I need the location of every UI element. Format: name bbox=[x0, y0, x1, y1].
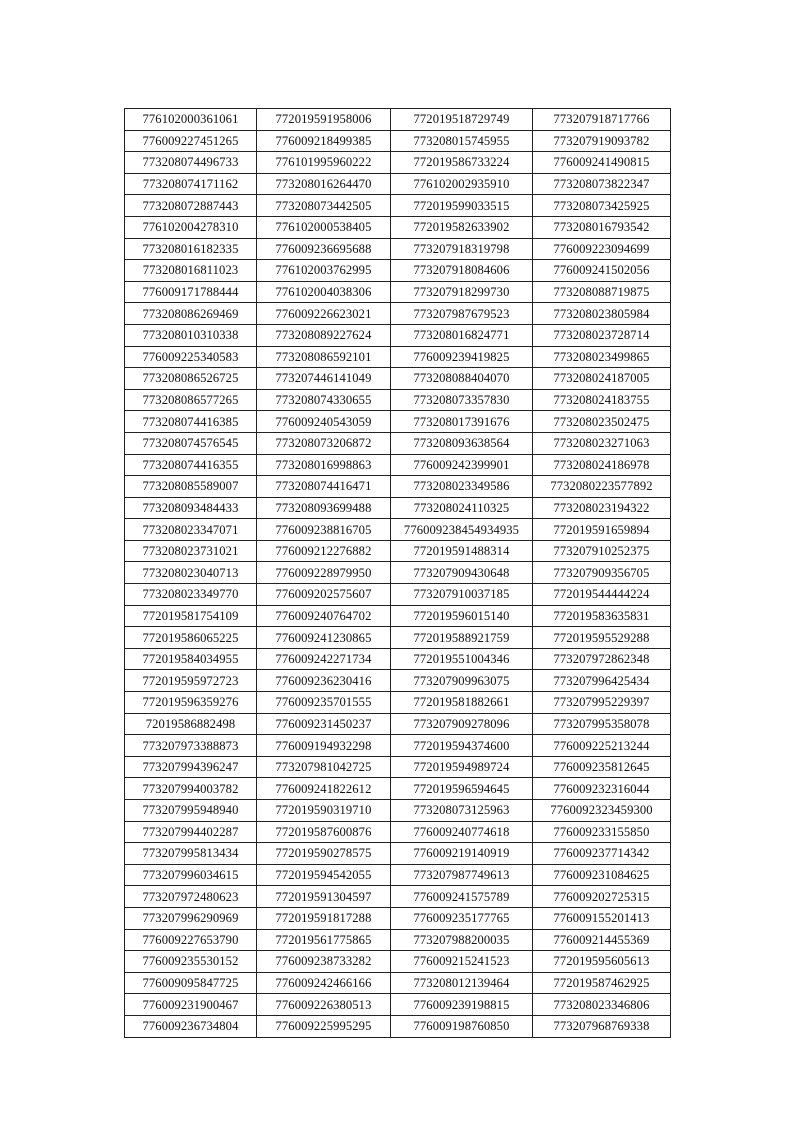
table-row bbox=[125, 627, 671, 649]
table-cell: 773208074330655 bbox=[257, 389, 391, 411]
table-cell: 773208073206872 bbox=[257, 432, 391, 454]
table-cell: 773208023346806 bbox=[533, 994, 671, 1016]
table-cell: 773207995813434 bbox=[125, 843, 257, 865]
table-cell: 776009227451265 bbox=[125, 130, 257, 152]
table-cell: 773208023194322 bbox=[533, 497, 671, 519]
table-cell: 776009235812645 bbox=[533, 756, 671, 778]
table-row bbox=[125, 929, 671, 951]
table-cell: 773207918717766 bbox=[533, 109, 671, 131]
table-cell: 772019561775865 bbox=[257, 929, 391, 951]
table-cell: 773208089227624 bbox=[257, 324, 391, 346]
table-row bbox=[125, 130, 671, 152]
table-cell: 773207918084606 bbox=[391, 260, 533, 282]
table-cell: 773208016793542 bbox=[533, 216, 671, 238]
document-page bbox=[124, 108, 670, 1038]
table-cell: 776009242399901 bbox=[391, 454, 533, 476]
table-cell: 772019594542055 bbox=[257, 864, 391, 886]
table-cell: 776009155201413 bbox=[533, 907, 671, 929]
table-cell: 773207994003782 bbox=[125, 778, 257, 800]
table-cell: 776009242466166 bbox=[257, 972, 391, 994]
table-cell: 773207995229397 bbox=[533, 692, 671, 714]
table-cell: 773207994402287 bbox=[125, 821, 257, 843]
table-cell: 773207909356705 bbox=[533, 562, 671, 584]
table-cell: 773208016998863 bbox=[257, 454, 391, 476]
table-cell: 773208093638564 bbox=[391, 432, 533, 454]
table-row bbox=[125, 648, 671, 670]
table-cell: 772019582633902 bbox=[391, 216, 533, 238]
table-cell: 773207972480623 bbox=[125, 886, 257, 908]
table-cell: 773208074496733 bbox=[125, 152, 257, 174]
table-cell: 772019587600876 bbox=[257, 821, 391, 843]
table-cell: 773207909278096 bbox=[391, 713, 533, 735]
table-cell: 776009225213244 bbox=[533, 735, 671, 757]
table-cell: 776009219140919 bbox=[391, 843, 533, 865]
table-cell: 776009240774618 bbox=[391, 821, 533, 843]
table-cell: 776102004038306 bbox=[257, 281, 391, 303]
table-cell: 776009171788444 bbox=[125, 281, 257, 303]
table-cell: 72019586882498 bbox=[125, 713, 257, 735]
table-cell: 772019594989724 bbox=[391, 756, 533, 778]
table-cell: 772019596594645 bbox=[391, 778, 533, 800]
table-cell: 773208023728714 bbox=[533, 324, 671, 346]
table-cell: 776009202575607 bbox=[257, 584, 391, 606]
table-row bbox=[125, 497, 671, 519]
table-cell: 776009241575789 bbox=[391, 886, 533, 908]
table-cell: 773208010310338 bbox=[125, 324, 257, 346]
table-cell: 773208074171162 bbox=[125, 173, 257, 195]
table-cell: 772019581882661 bbox=[391, 692, 533, 714]
table-row bbox=[125, 152, 671, 174]
table-cell: 776009218499385 bbox=[257, 130, 391, 152]
table-cell: 773208085589007 bbox=[125, 476, 257, 498]
table-cell: 773208086269469 bbox=[125, 303, 257, 325]
table-cell: 773208073357830 bbox=[391, 389, 533, 411]
table-cell: 773207996034615 bbox=[125, 864, 257, 886]
table-cell: 773207910252375 bbox=[533, 540, 671, 562]
table-cell: 773208072887443 bbox=[125, 195, 257, 217]
table-cell: 776009240764702 bbox=[257, 605, 391, 627]
table-cell: 773208012139464 bbox=[391, 972, 533, 994]
table-row bbox=[125, 281, 671, 303]
table-cell: 776009238733282 bbox=[257, 951, 391, 973]
table-cell: 776009225995295 bbox=[257, 1015, 391, 1037]
table-cell: 773208093699488 bbox=[257, 497, 391, 519]
table-cell: 773207909963075 bbox=[391, 670, 533, 692]
table-cell: 773207968769338 bbox=[533, 1015, 671, 1037]
table-cell: 776009235701555 bbox=[257, 692, 391, 714]
table-cell: 776009241502056 bbox=[533, 260, 671, 282]
table-cell: 773207996425434 bbox=[533, 670, 671, 692]
table-cell: 773207981042725 bbox=[257, 756, 391, 778]
table-row bbox=[125, 886, 671, 908]
table-cell: 776102000538405 bbox=[257, 216, 391, 238]
table-cell: 776009214455369 bbox=[533, 929, 671, 951]
table-cell: 773208086526725 bbox=[125, 368, 257, 390]
table-cell: 776009194932298 bbox=[257, 735, 391, 757]
table-cell: 776009225340583 bbox=[125, 346, 257, 368]
table-cell: 773208015745955 bbox=[391, 130, 533, 152]
table-row bbox=[125, 713, 671, 735]
table-row bbox=[125, 972, 671, 994]
table-body bbox=[125, 109, 671, 1038]
table-row bbox=[125, 800, 671, 822]
table-cell: 773207994396247 bbox=[125, 756, 257, 778]
table-cell: 776102003762995 bbox=[257, 260, 391, 282]
table-cell: 772019596015140 bbox=[391, 605, 533, 627]
table-cell: 773208074416385 bbox=[125, 411, 257, 433]
table-cell: 776009198760850 bbox=[391, 1015, 533, 1037]
table-cell: 776009231900467 bbox=[125, 994, 257, 1016]
table-cell: 773207987679523 bbox=[391, 303, 533, 325]
table-cell: 772019584034955 bbox=[125, 648, 257, 670]
table-row bbox=[125, 994, 671, 1016]
table-cell: 773207446141049 bbox=[257, 368, 391, 390]
table-row bbox=[125, 540, 671, 562]
table-cell: 772019599033515 bbox=[391, 195, 533, 217]
table-cell: 773208024183755 bbox=[533, 389, 671, 411]
table-cell: 773208017391676 bbox=[391, 411, 533, 433]
table-cell: 776009241822612 bbox=[257, 778, 391, 800]
table-cell: 776009232316044 bbox=[533, 778, 671, 800]
table-cell: 772019595605613 bbox=[533, 951, 671, 973]
table-cell: 776009215241523 bbox=[391, 951, 533, 973]
table-row bbox=[125, 389, 671, 411]
table-cell: 773208016182335 bbox=[125, 238, 257, 260]
table-cell: 773208023499865 bbox=[533, 346, 671, 368]
table-row bbox=[125, 907, 671, 929]
table-cell: 776102002935910 bbox=[391, 173, 533, 195]
table-row bbox=[125, 476, 671, 498]
table-cell: 776009227653790 bbox=[125, 929, 257, 951]
table-row bbox=[125, 109, 671, 131]
table-row bbox=[125, 519, 671, 541]
table-cell: 772019591488314 bbox=[391, 540, 533, 562]
table-cell: 776009236230416 bbox=[257, 670, 391, 692]
table-row bbox=[125, 411, 671, 433]
table-cell: 773208086577265 bbox=[125, 389, 257, 411]
table-row bbox=[125, 821, 671, 843]
table-cell: 776009239419825 bbox=[391, 346, 533, 368]
table-cell: 772019583635831 bbox=[533, 605, 671, 627]
table-cell: 773208024186978 bbox=[533, 454, 671, 476]
table-cell: 773208074576545 bbox=[125, 432, 257, 454]
table-cell: 773208023040713 bbox=[125, 562, 257, 584]
table-cell: 772019595529288 bbox=[533, 627, 671, 649]
table-cell: 772019591304597 bbox=[257, 886, 391, 908]
table-cell: 776009235530152 bbox=[125, 951, 257, 973]
table-row bbox=[125, 432, 671, 454]
table-cell: 773207972862348 bbox=[533, 648, 671, 670]
table-cell: 772019595972723 bbox=[125, 670, 257, 692]
table-cell: 776102004278310 bbox=[125, 216, 257, 238]
table-row bbox=[125, 670, 671, 692]
table-cell: 773208086592101 bbox=[257, 346, 391, 368]
table-cell: 772019590278575 bbox=[257, 843, 391, 865]
table-cell: 776009212276882 bbox=[257, 540, 391, 562]
table-cell: 776009240543059 bbox=[257, 411, 391, 433]
table-cell: 773207987749613 bbox=[391, 864, 533, 886]
table-row bbox=[125, 324, 671, 346]
table-cell: 776009239198815 bbox=[391, 994, 533, 1016]
table-row bbox=[125, 346, 671, 368]
table-cell: 773208073425925 bbox=[533, 195, 671, 217]
table-cell: 772019596359276 bbox=[125, 692, 257, 714]
table-cell: 772019581754109 bbox=[125, 605, 257, 627]
table-cell: 773208074416471 bbox=[257, 476, 391, 498]
table-cell: 776009235177765 bbox=[391, 907, 533, 929]
table-row bbox=[125, 195, 671, 217]
table-cell: 772019591958006 bbox=[257, 109, 391, 131]
table-cell: 773207909430648 bbox=[391, 562, 533, 584]
table-cell: 773208023502475 bbox=[533, 411, 671, 433]
table-row bbox=[125, 951, 671, 973]
table-cell: 772019551004346 bbox=[391, 648, 533, 670]
table-cell: 776009241490815 bbox=[533, 152, 671, 174]
table-cell: 773208073125963 bbox=[391, 800, 533, 822]
table-cell: 773207995358078 bbox=[533, 713, 671, 735]
table-cell: 773207973388873 bbox=[125, 735, 257, 757]
table-cell: 773208024110325 bbox=[391, 497, 533, 519]
table-cell: 773208073442505 bbox=[257, 195, 391, 217]
table-cell: 773208016811023 bbox=[125, 260, 257, 282]
table-cell: 776009236734804 bbox=[125, 1015, 257, 1037]
table-row bbox=[125, 562, 671, 584]
table-cell: 772019590319710 bbox=[257, 800, 391, 822]
table-cell: 773208023347071 bbox=[125, 519, 257, 541]
table-row bbox=[125, 216, 671, 238]
table-cell: 773207988200035 bbox=[391, 929, 533, 951]
table-cell: 772019591659894 bbox=[533, 519, 671, 541]
table-cell: 772019591817288 bbox=[257, 907, 391, 929]
table-row bbox=[125, 843, 671, 865]
tracking-number-table bbox=[124, 108, 671, 1038]
table-cell: 773207910037185 bbox=[391, 584, 533, 606]
table-cell: 773208016824771 bbox=[391, 324, 533, 346]
table-cell: 7732080223577892 bbox=[533, 476, 671, 498]
table-cell: 773208016264470 bbox=[257, 173, 391, 195]
table-cell: 773207918299730 bbox=[391, 281, 533, 303]
table-cell: 773207995948940 bbox=[125, 800, 257, 822]
table-row bbox=[125, 303, 671, 325]
table-cell: 773208023349770 bbox=[125, 584, 257, 606]
table-cell: 776009242271734 bbox=[257, 648, 391, 670]
table-row bbox=[125, 454, 671, 476]
table-cell: 776009236695688 bbox=[257, 238, 391, 260]
table-cell: 773208093484433 bbox=[125, 497, 257, 519]
table-row bbox=[125, 238, 671, 260]
table-cell: 773207918319798 bbox=[391, 238, 533, 260]
table-cell: 772019588921759 bbox=[391, 627, 533, 649]
table-cell: 773208023349586 bbox=[391, 476, 533, 498]
table-cell: 776009233155850 bbox=[533, 821, 671, 843]
table-cell: 7760092323459300 bbox=[533, 800, 671, 822]
table-row bbox=[125, 260, 671, 282]
table-cell: 772019586065225 bbox=[125, 627, 257, 649]
table-cell: 776009226623021 bbox=[257, 303, 391, 325]
table-row bbox=[125, 584, 671, 606]
table-cell: 776009241230865 bbox=[257, 627, 391, 649]
table-cell: 776009231450237 bbox=[257, 713, 391, 735]
table-cell: 776101995960222 bbox=[257, 152, 391, 174]
table-cell: 773208073822347 bbox=[533, 173, 671, 195]
table-cell: 773208024187005 bbox=[533, 368, 671, 390]
table-row bbox=[125, 864, 671, 886]
table-cell: 773208088404070 bbox=[391, 368, 533, 390]
table-cell: 773207996290969 bbox=[125, 907, 257, 929]
table-cell: 772019544444224 bbox=[533, 584, 671, 606]
table-cell: 776009237714342 bbox=[533, 843, 671, 865]
table-row bbox=[125, 173, 671, 195]
table-cell: 776009226380513 bbox=[257, 994, 391, 1016]
table-cell: 773208074416355 bbox=[125, 454, 257, 476]
table-cell: 773208023731021 bbox=[125, 540, 257, 562]
table-cell: 776009238816705 bbox=[257, 519, 391, 541]
table-row bbox=[125, 778, 671, 800]
table-row bbox=[125, 692, 671, 714]
table-cell: 776009228979950 bbox=[257, 562, 391, 584]
table-row bbox=[125, 1015, 671, 1037]
table-cell: 776009202725315 bbox=[533, 886, 671, 908]
table-cell: 776102000361061 bbox=[125, 109, 257, 131]
table-row bbox=[125, 735, 671, 757]
table-cell: 773207919093782 bbox=[533, 130, 671, 152]
table-row bbox=[125, 756, 671, 778]
table-cell: 776009223094699 bbox=[533, 238, 671, 260]
table-cell: 772019518729749 bbox=[391, 109, 533, 131]
table-cell: 776009095847725 bbox=[125, 972, 257, 994]
table-cell: 776009238454934935 bbox=[391, 519, 533, 541]
table-cell: 776009231084625 bbox=[533, 864, 671, 886]
table-cell: 772019594374600 bbox=[391, 735, 533, 757]
table-row bbox=[125, 605, 671, 627]
table-cell: 772019587462925 bbox=[533, 972, 671, 994]
table-cell: 772019586733224 bbox=[391, 152, 533, 174]
table-cell: 773208023271063 bbox=[533, 432, 671, 454]
table-cell: 773208088719875 bbox=[533, 281, 671, 303]
table-cell: 773208023805984 bbox=[533, 303, 671, 325]
table-row bbox=[125, 368, 671, 390]
